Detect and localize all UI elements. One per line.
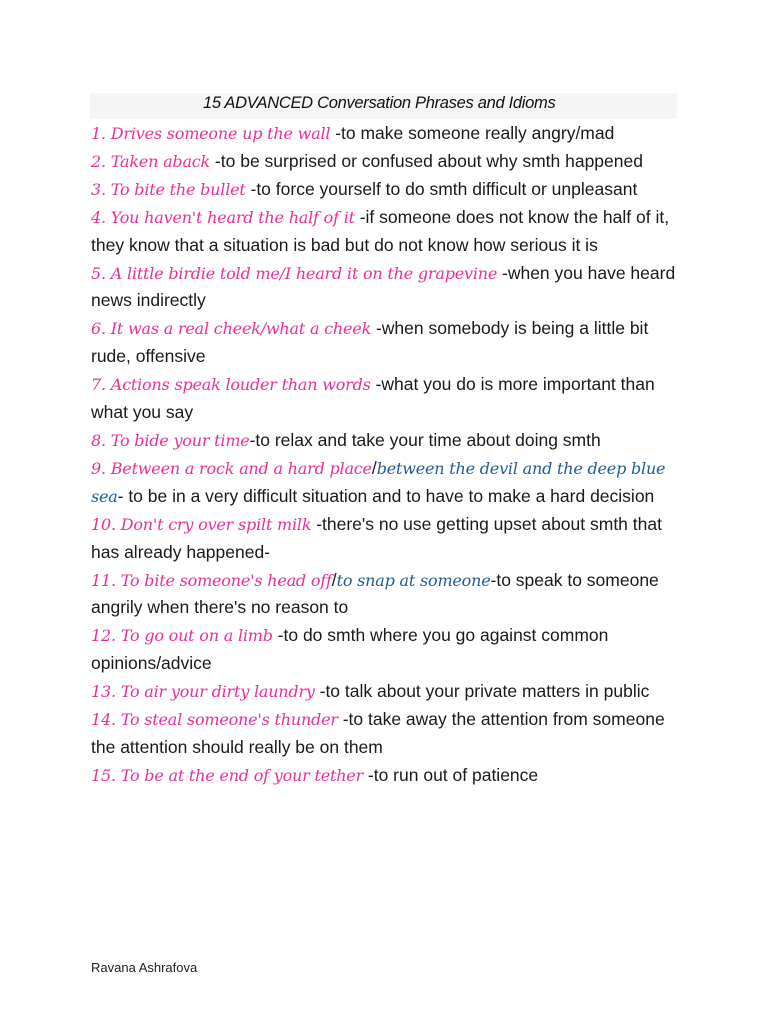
idiom-phrase: 7. Actions speak louder than words	[91, 375, 371, 395]
phrase-separator: /	[371, 457, 377, 478]
idiom-phrase: 13. To air your dirty laundry	[91, 682, 315, 702]
idiom-definition: -to be surprised or confused about why smth happened	[210, 150, 643, 171]
idiom-phrase: 9. Between a rock and a hard place	[91, 458, 372, 478]
idiom-definition: -when somebody is being a little bit rude, offensive	[91, 318, 649, 367]
idiom-phrase: 14. To steal someone's thunder	[91, 710, 338, 730]
idiom-definition: -to run out of patience	[363, 764, 539, 785]
idiom-phrase: 12. To go out on a limb	[91, 626, 273, 646]
document-title: 15 ADVANCED Conversation Phrases and Idioms	[203, 94, 556, 112]
list-item	[91, 148, 681, 176]
idiom-definition: -there's no use getting upset about smth that has already happened-	[91, 513, 662, 562]
idiom-definition: -to force yourself to do smth difficult or unpleasant	[245, 178, 638, 199]
idiom-alt-phrase: to snap at someone	[336, 570, 491, 590]
author-name: Ravana Ashrafova	[91, 960, 198, 975]
phrase-separator: /	[331, 569, 337, 590]
list-item	[91, 567, 681, 623]
idiom-list	[91, 120, 681, 790]
idiom-definition: -to relax and take your time about doing smth	[249, 429, 601, 450]
idiom-definition: -to make someone really angry/mad	[330, 123, 615, 143]
list-item	[91, 706, 681, 762]
list-item	[91, 511, 681, 567]
list-item	[91, 176, 681, 204]
idiom-phrase: 4. You haven't heard the half of it	[91, 207, 355, 227]
list-item	[91, 204, 681, 260]
list-item	[91, 455, 681, 511]
list-item	[91, 315, 681, 371]
idiom-phrase: 5. A little birdie told me/I heard it on the grapevine	[91, 263, 498, 283]
idiom-phrase: 6. It was a real cheek/what a cheek	[91, 319, 372, 339]
idiom-definition: -what you do is more important than what you say	[91, 374, 655, 423]
list-item	[91, 260, 681, 316]
idiom-definition: -when you have heard news indirectly	[91, 262, 676, 311]
idiom-definition: -to do smth where you go against common opinions/advice	[91, 625, 609, 674]
idiom-definition: -to talk about your private matters in public	[314, 681, 650, 702]
idiom-definition: -to speak to someone angrily when there's no reason to	[91, 569, 659, 618]
idiom-alt-phrase: between the devil and the deep blue sea	[91, 458, 666, 506]
list-item	[91, 762, 681, 790]
idiom-phrase: 1. Drives someone up the wall	[91, 124, 331, 143]
idiom-phrase: 8. To bide your time	[91, 430, 250, 450]
list-item	[91, 622, 681, 678]
list-item	[91, 678, 681, 706]
idiom-definition: - to be in a very difficult situation and to have to make a hard decision	[117, 485, 655, 506]
idiom-phrase: 11. To bite someone's head off	[91, 570, 332, 590]
list-item	[91, 427, 681, 455]
idiom-phrase: 10. Don't cry over spilt milk	[91, 514, 312, 534]
idiom-phrase: 3. To bite the bullet	[91, 179, 246, 199]
list-item	[91, 371, 681, 427]
idiom-definition: -if someone does not know the half of it, they know that a situation is bad but do not know how serious it is	[91, 206, 670, 255]
idiom-definition: -to take away the attention from someone the attention should really be on them	[91, 709, 665, 757]
idiom-phrase: 15. To be at the end of your tether	[91, 765, 364, 785]
idiom-phrase: 2. Taken aback	[91, 151, 211, 171]
list-item	[91, 120, 681, 148]
